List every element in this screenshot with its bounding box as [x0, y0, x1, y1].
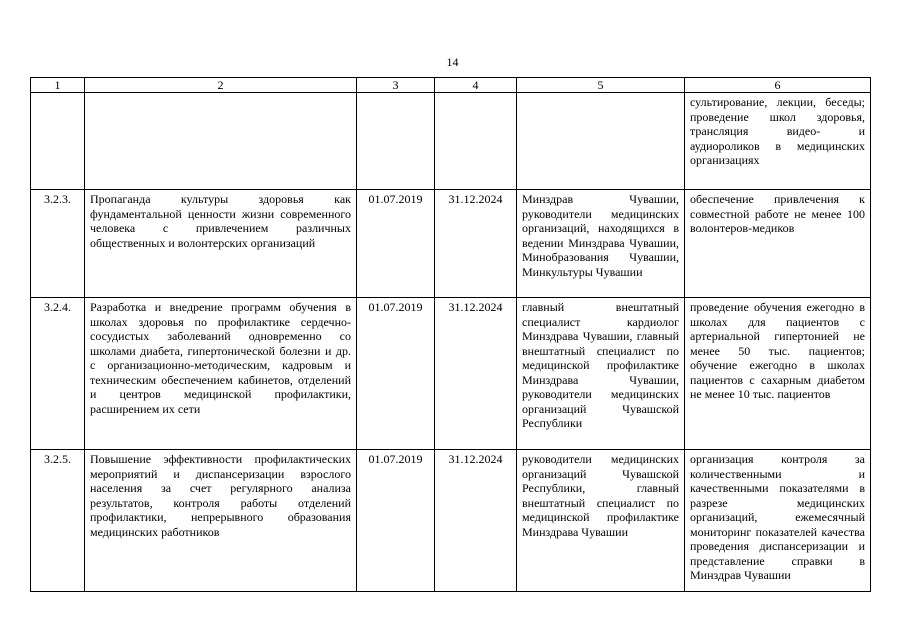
end-date: 31.12.2024: [435, 298, 517, 450]
plan-table: [30, 77, 871, 592]
start-date: 01.07.2019: [357, 298, 435, 450]
end-date: 31.12.2024: [435, 450, 517, 592]
measure-cell: Пропаганда культуры здоровья как фундаментальной ценности жизни современного человека с привлечением различных общественных и волонтерских организаций: [85, 190, 357, 298]
table-row: [31, 298, 871, 450]
responsible-cell: главный внештатный специалист кардиолог Минздрава Чувашии, главный внештатный специалист по медицинской профилактике Минздрава Чувашии, руководители медицинских организаций Чувашской Республики: [517, 298, 685, 450]
result-cell: обеспечение привлечения к совместной работе не менее 100 волонтеров-медиков: [685, 190, 871, 298]
measure-cell: Повышение эффективности профилактических мероприятий и диспансеризации взрослого населения за счет регулярного анализа результатов, контроля работы отделений профилактики, непрерывного образования медицинских работников: [85, 450, 357, 592]
col-header: 6: [685, 78, 871, 93]
responsible-cell: руководители медицинских организаций Чувашской Республики, главный внештатный специалист по медицинской профилактике Минздрава Чувашии: [517, 450, 685, 592]
col-header: 5: [517, 78, 685, 93]
col-header: 4: [435, 78, 517, 93]
responsible-cell: Минздрав Чувашии, руководители медицинских организаций, находящихся в ведении Минздрава Чувашии, Минобразования Чувашии, Минкультуры Чувашии: [517, 190, 685, 298]
col-header: 3: [357, 78, 435, 93]
item-number: 3.2.5.: [31, 450, 85, 592]
result-cell: сультирование, лекции, беседы; проведение школ здоровья, трансляция видео- и аудиороликов в медицинских организациях: [685, 93, 871, 190]
col-header: 1: [31, 78, 85, 93]
item-number: 3.2.4.: [31, 298, 85, 450]
measure-cell: Разработка и внедрение программ обучения в школах здоровья по профилактике сердечно-сосудистых заболеваний одновременно со школами диабета, гипертонической болезни и др. с организационно-методическим, кадровым и техническим обеспечением кабинетов, отделений и центров медицинской профилактики, расширением их сети: [85, 298, 357, 450]
item-number: 3.2.3.: [31, 190, 85, 298]
table-row: [31, 450, 871, 592]
table-row: [31, 190, 871, 298]
result-cell: проведение обучения ежегодно в школах для пациентов с артериальной гипертонией не менее 50 тыс. пациентов; обучение ежегодно в школах пациентов с сахарным диабетом не менее 10 тыс. пациентов: [685, 298, 871, 450]
end-date: 31.12.2024: [435, 190, 517, 298]
header-row: [31, 78, 871, 93]
col-header: 2: [85, 78, 357, 93]
page-number: 14: [446, 55, 459, 69]
result-cell: организация контроля за количественными и качественными показателями в разрезе медицинских организаций, ежемесячный мониторинг показателей качества проведения диспансеризации и представление справки в Минздрав Чувашии: [685, 450, 871, 592]
start-date: 01.07.2019: [357, 190, 435, 298]
continuation-row: [31, 93, 871, 190]
start-date: 01.07.2019: [357, 450, 435, 592]
